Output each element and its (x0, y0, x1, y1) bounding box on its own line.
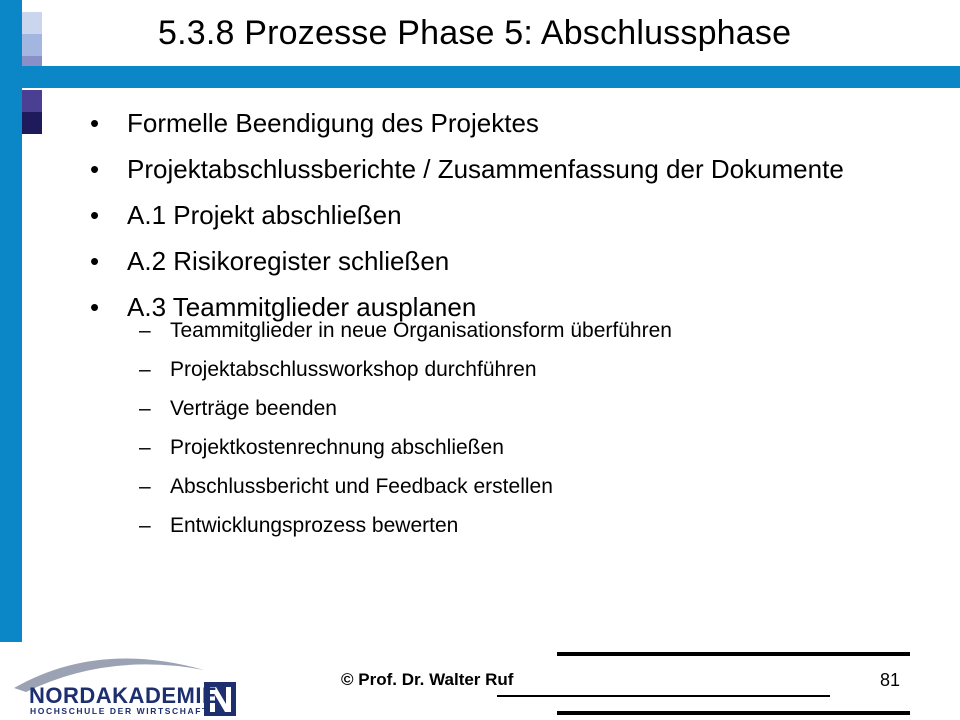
bullet-list (90, 106, 870, 552)
bullet-dot: • (90, 200, 100, 230)
square-2 (22, 34, 42, 56)
dash-marker: – (139, 319, 151, 342)
slide-title: 5.3.8 Prozesse Phase 5: Abschlussphase (158, 14, 792, 52)
bullet-text: A.3 Teammitglieder ausplanen (127, 292, 477, 322)
footer-rule-middle (497, 695, 830, 697)
square-4 (22, 90, 42, 112)
bullet-text: Projektabschlussberichte / Zusammenfassung der Dokumente (127, 154, 844, 184)
bullet-item (90, 198, 870, 232)
footer-copyright: © Prof. Dr. Walter Ruf (341, 670, 514, 689)
dash-marker: – (139, 475, 151, 498)
bullet-item (90, 290, 870, 539)
square-1 (22, 12, 42, 34)
sub-bullet-text: Abschlussbericht und Feedback erstellen (170, 475, 553, 498)
dash-marker: – (139, 358, 151, 381)
sub-bullet-item (127, 396, 870, 422)
bullet-dot: • (90, 292, 100, 322)
sub-bullet-item (127, 318, 870, 344)
sub-bullet-list (127, 318, 870, 539)
sub-bullet-text: Entwicklungsprozess bewerten (170, 514, 459, 537)
bullet-item (90, 244, 870, 278)
sub-bullet-text: Projektkostenrechnung abschließen (170, 436, 504, 459)
dash-marker: – (139, 397, 151, 420)
dash-marker: – (139, 514, 151, 537)
sub-bullet-item (127, 474, 870, 500)
sub-bullet-text: Teammitglieder in neue Organisationsform überführen (170, 319, 672, 342)
footer-rule-bottom (557, 711, 910, 715)
logo-wordmark: NORDAKADEMIE (29, 683, 218, 708)
page-number: 81 (880, 670, 901, 690)
bullet-text: A.2 Risikoregister schließen (127, 246, 450, 276)
dash-marker: – (139, 436, 151, 459)
bullet-dot: • (90, 154, 100, 184)
bullet-text: A.1 Projekt abschließen (127, 200, 402, 230)
bullet-dot: • (90, 108, 100, 138)
title-underline-band (22, 66, 960, 88)
sub-bullet-item (127, 513, 870, 539)
sub-bullet-text: Verträge beenden (170, 397, 337, 420)
footer-rule-top (557, 652, 910, 656)
sub-bullet-item (127, 357, 870, 383)
bullet-item (90, 106, 870, 140)
logo-subtitle: HOCHSCHULE DER WIRTSCHAFT (30, 706, 209, 716)
sub-bullet-text: Projektabschlussworkshop durchführen (170, 358, 537, 381)
square-5 (22, 112, 42, 134)
bullet-dot: • (90, 246, 100, 276)
left-accent-bar (0, 0, 22, 642)
bullet-item (90, 152, 870, 186)
sub-bullet-item (127, 435, 870, 461)
bullet-text: Formelle Beendigung des Projektes (127, 108, 539, 138)
